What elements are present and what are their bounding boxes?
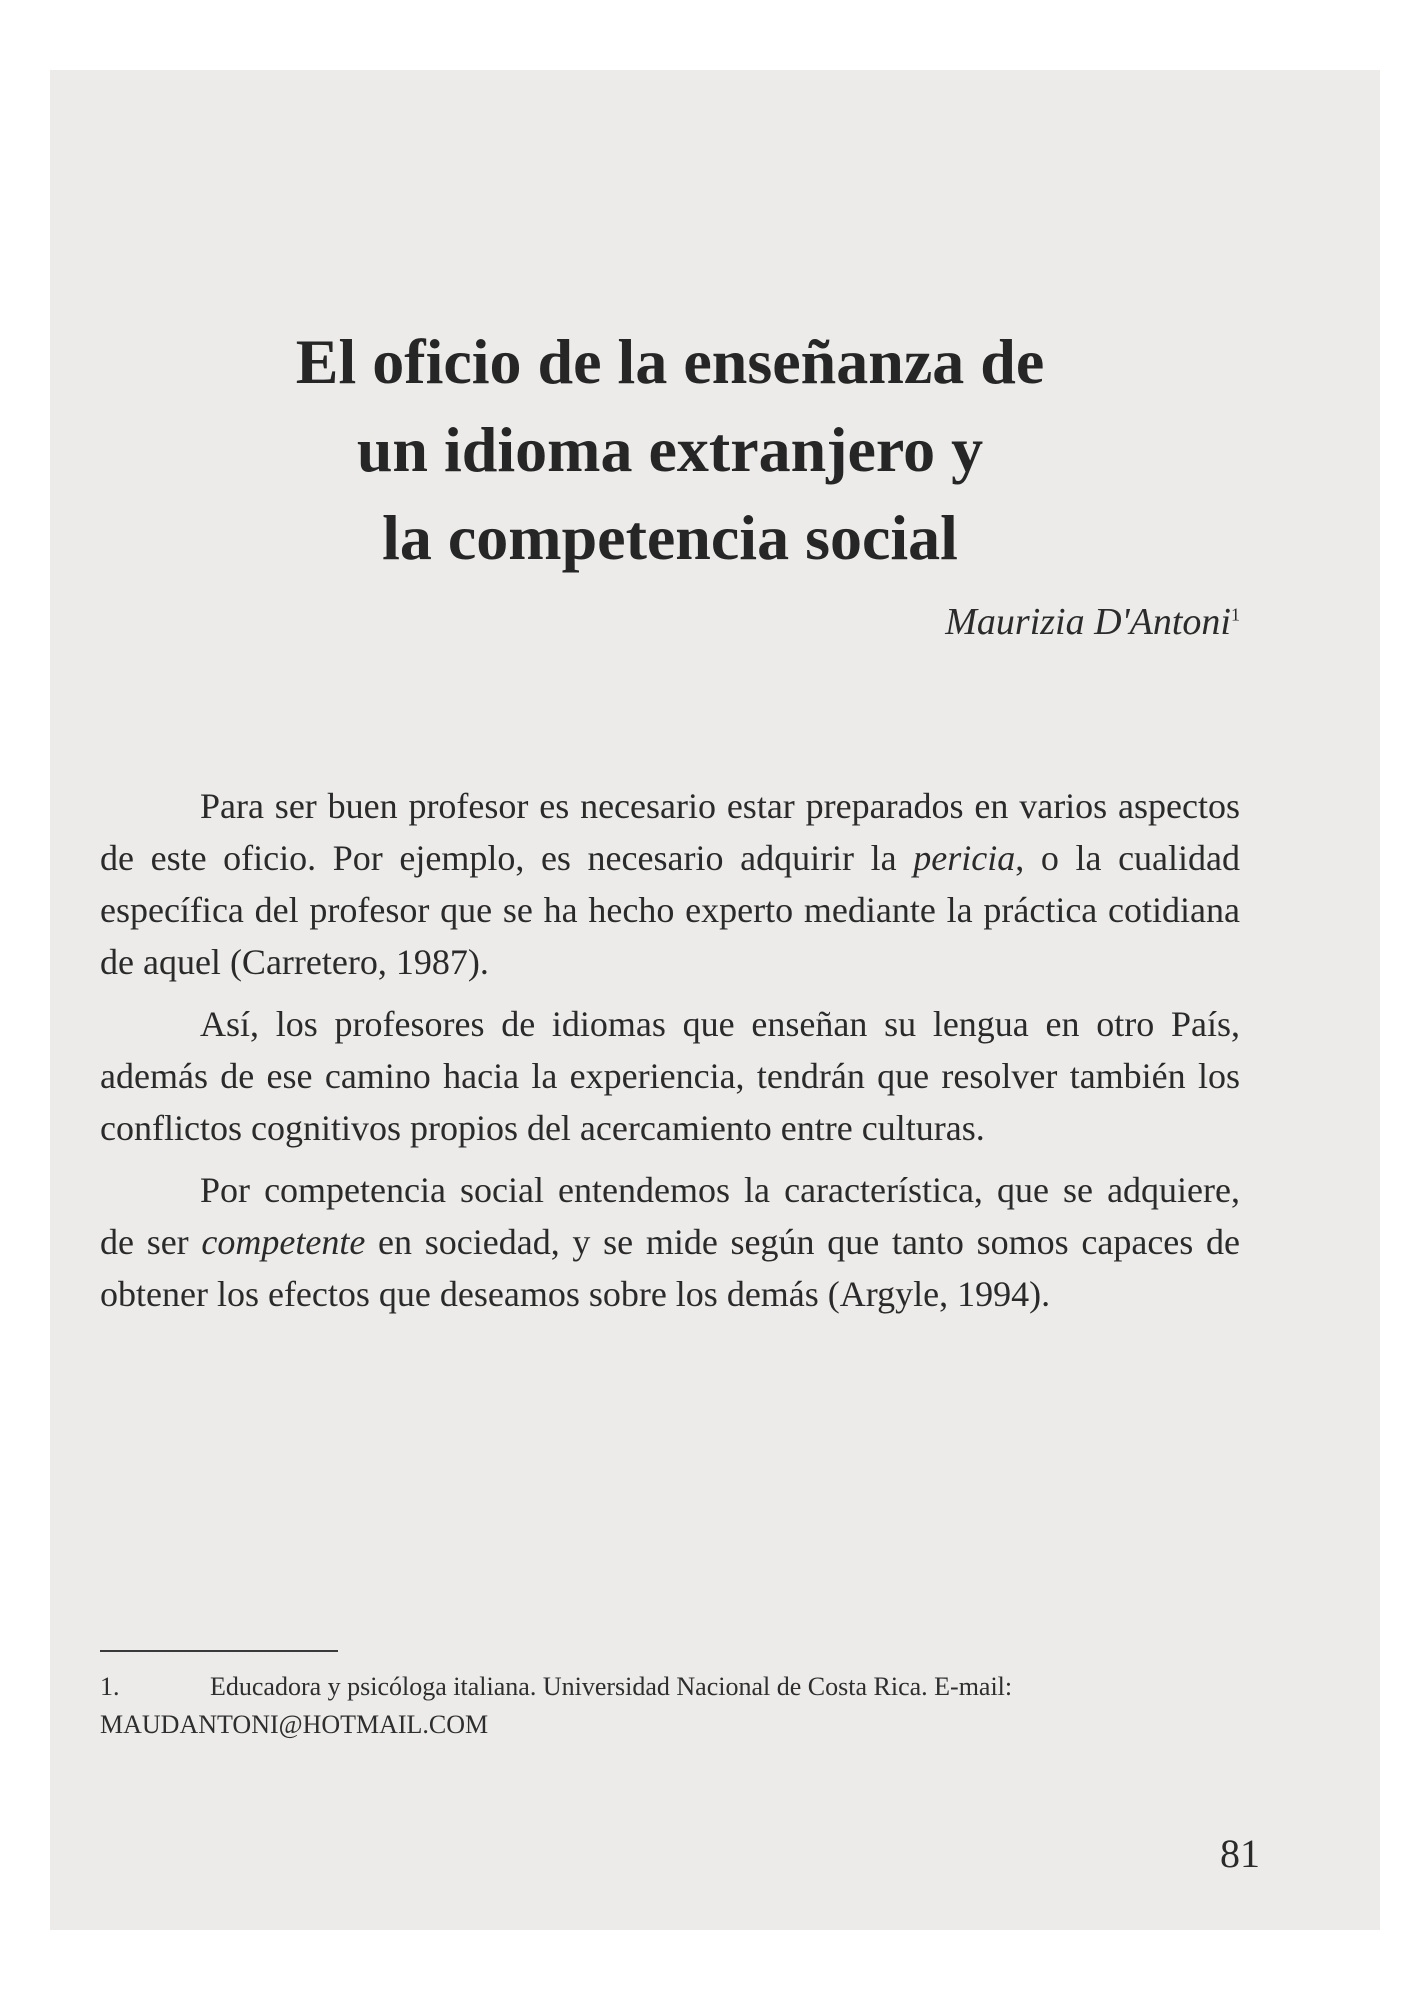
paragraph-2-text: Así, los profesores de idiomas que enseñan su lengua en otro País, además de ese camino hacia la experiencia, tendrán que resolver también los conflictos cognitivos propios del acercamiento entre culturas. xyxy=(100,1004,1240,1148)
paragraph-3 xyxy=(100,1164,1240,1320)
title-line-2: un idioma extranjero y xyxy=(356,413,984,485)
paragraph-3-emphasis: competente xyxy=(201,1222,366,1262)
paragraph-3-after: en sociedad, y se mide según que tanto somos capaces de obtener los efectos que deseamos sobre los demás (Argyle, 1994). xyxy=(100,1222,1240,1314)
author-footnote-ref: 1 xyxy=(1231,604,1240,625)
footnote-text: Educadora y psicóloga italiana. Universidad Nacional de Costa Rica. E-mail: MAUDANTONI@HOTMAIL.COM xyxy=(100,1672,1013,1739)
paragraph-2 xyxy=(100,998,1240,1154)
title-line-3: la competencia social xyxy=(382,501,958,573)
paragraph-1 xyxy=(100,780,1240,988)
article-body xyxy=(100,780,1240,1330)
author-byline xyxy=(600,600,1240,644)
author-name: Maurizia D'Antoni xyxy=(945,601,1231,643)
footnote-divider xyxy=(100,1650,338,1652)
article-title xyxy=(200,318,1140,582)
paragraph-1-emphasis: pericia xyxy=(913,838,1016,878)
paragraph-3-before: Por competencia social entendemos la característica, que se adquiere, de ser xyxy=(100,1170,1240,1262)
paragraph-1-before: Para ser buen profesor es necesario estar preparados en varios aspectos de este oficio. Por ejemplo, es necesario adquirir la xyxy=(100,786,1240,878)
footnote-number: 1. xyxy=(100,1672,120,1701)
footnote xyxy=(100,1668,1250,1744)
page-number: 81 xyxy=(1220,1831,1260,1876)
paragraph-1-after: , o la cualidad específica del profesor que se ha hecho experto mediante la práctica cotidiana de aquel (Carretero, 1987). xyxy=(100,838,1241,982)
title-line-1: El oficio de la enseñanza de xyxy=(295,325,1045,397)
